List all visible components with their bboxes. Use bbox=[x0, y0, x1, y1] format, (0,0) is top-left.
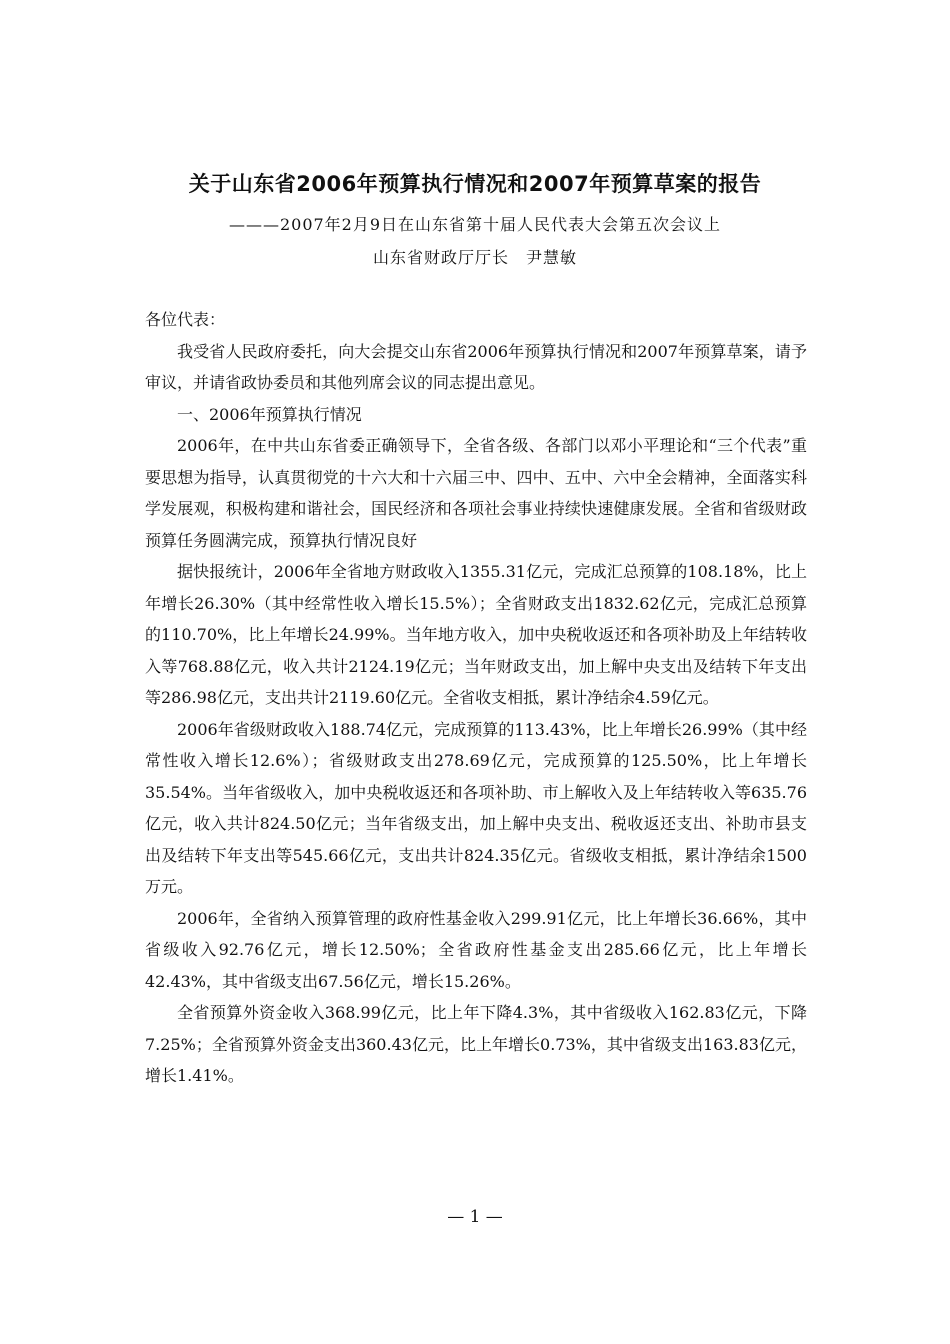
document-author: 山东省财政厅厅长 尹慧敏 bbox=[372, 248, 577, 267]
salutation: 各位代表： bbox=[145, 310, 226, 329]
document-subtitle: ———2007年2月9日在山东省第十届人民代表大会第五次会议上 bbox=[228, 215, 722, 234]
paragraph-intro: 我受省人民政府委托，向大会提交山东省2006年预算执行情况和2007年预算草案，请予审议，并请省政协委员和其他列席会议的同志提出意见。 bbox=[145, 341, 807, 392]
paragraph-overview: 2006年，在中共山东省委正确领导下，全省各级、各部门以邓小平理论和“三个代表”重要思想为指导，认真贯彻党的十六大和十六届三中、四中、五中、六中全会精神，全面落实科学发展观，积极构建和谐社会，国民经济和各项社会事业持续快速健康发展。全省和省级财政预算任务圆满完成，预算执行情况良好 bbox=[145, 436, 807, 550]
section-heading: 一、2006年预算执行情况 bbox=[177, 404, 362, 424]
document-title: 关于山东省2006年预算执行情况和2007年预算草案的报告 bbox=[188, 172, 762, 196]
paragraph-provincial-totals: 据快报统计，2006年全省地方财政收入1355.31亿元，完成汇总预算的108.18%，比上年增长26.30%（其中经常性收入增长15.5%）；全省财政支出1832.62亿元，完成汇总预算的110.70%，比上年增长24.99%。当年地方收入，加中央税收返还和各项补助及上年结转收入等768.88亿元，收入共计2124.19亿元；当年财政支出，加上解中央支出及结转下年支出等286.98亿元，支出共计2119.60亿元。全省收支相抵，累计净结余4.59亿元。 bbox=[145, 562, 807, 707]
document-body bbox=[145, 304, 807, 1092]
paragraph-government-funds: 2006年，全省纳入预算管理的政府性基金收入299.91亿元，比上年增长36.66%，其中省级收入92.76亿元，增长12.50%；全省政府性基金支出285.66亿元，比上年增长42.43%，其中省级支出67.56亿元，增长15.26%。 bbox=[145, 908, 807, 991]
page-number: — 1 — bbox=[447, 1207, 503, 1227]
paragraph-provincial-level: 2006年省级财政收入188.74亿元，完成预算的113.43%，比上年增长26.99%（其中经常性收入增长12.6%）；省级财政支出278.69亿元，完成预算的125.50%，比上年增长35.54%。当年省级收入，加中央税收返还和各项补助、市上解收入及上年结转收入等635.76亿元，收入共计824.50亿元；当年省级支出，加上解中央支出、税收返还支出、补助市县支出及结转下年支出等545.66亿元，支出共计824.35亿元。省级收支相抵，累计净结余1500万元。 bbox=[145, 719, 807, 896]
paragraph-extra-budgetary: 全省预算外资金收入368.99亿元，比上年下降4.3%，其中省级收入162.83亿元，下降7.25%；全省预算外资金支出360.43亿元，比上年增长0.73%，其中省级支出163.83亿元，增长1.41%。 bbox=[145, 1003, 807, 1085]
